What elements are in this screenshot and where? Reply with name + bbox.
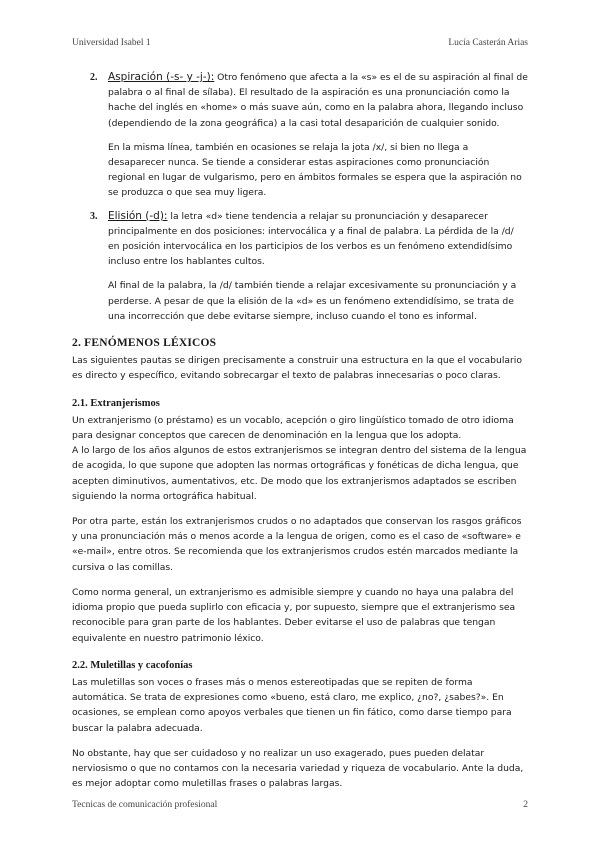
header-institution: Universidad Isabel 1 xyxy=(72,38,151,48)
paragraph: Como norma general, un extranjerismo es admisible siempre y cuando no haya una palabra del idioma propio que pueda suplirlo con eficacia y, por supuesto, siempre que el extranjerismo sea reconocible para gran parte de los hablantes. Deber evitarse el uso de palabras que tengan equivalente en nuestro patrimonio léxico. xyxy=(72,586,516,644)
list-term: Aspiración (-s- y -j-): xyxy=(108,71,215,83)
paragraph: Las muletillas son voces o frases más o menos estereotipadas que se repiten de forma automática. Se trata de expresiones como «bueno, está claro, me explico, ¿no?, ¿sabes?». En ocasiones, se emplean como apoyos verbales que tienen un fin fático, como darse tiempo para buscar la palabra adecuada. xyxy=(72,676,512,734)
list-paragraph: Elisión (-d): la letra «d» tiene tendencia a relajar su pronunciación y desaparecer principalmente en dos posiciones: intervocálica y a final de palabra. La pérdida de la /d/ en posición intervocálica en los participios de los verbos es un fenómeno extendidísimo incluso entre los hablantes cultos. xyxy=(108,209,514,268)
section-intro: Las siguientes pautas se dirigen precisamente a construir una estructura en la que el vocabulario es directo y específico, evitando sobrecargar el texto de palabras innecesarias o poco claras. xyxy=(72,355,522,382)
list-number: 2. xyxy=(90,72,98,83)
list-term: Elisión (-d): xyxy=(108,209,168,222)
paragraph: No obstante, hay que ser cuidadoso y no realizar un uso exagerado, pues pueden delatar nerviosismo o que no contamos con la necesaria variedad y riqueza de vocabulario. Ante la duda, es mejor adoptar como muletillas frases o palabras largas. xyxy=(72,747,524,790)
page-number: 2 xyxy=(523,800,528,810)
list-paragraph: En la misma línea, también en ocasiones se relaja la jota /x/, si bien no llega a desaparecer nunca. Se tiende a considerar estas aspiraciones como pronunciación regional en lugar de vulgarismo, pero en ámbitos formales se espera que la aspiración no se produzca o que sea muy ligera. xyxy=(108,141,522,199)
header-author: Lucía Casterán Arias xyxy=(448,38,528,48)
subsection-title: 2.1. Extranjerismos xyxy=(72,397,160,409)
list-paragraph: Al final de la palabra, la /d/ también tiende a relajar excesivamente su pronunciación y a perderse. A pesar de que la elisión de la «d» es un fenómeno extendidísimo, se trata de una incorrección que debe evitarse siempre, incluso cuando el tono es informal. xyxy=(108,280,517,322)
list-number: 3. xyxy=(90,210,98,222)
list-paragraph: Aspiración (-s- y -j-): Otro fenómeno que afecta a la «s» es el de su aspiración al final de palabra o al final de sílaba). El resultado de la aspiración es una pronunciación como la hache del inglés en «home» o más suave aún, como en la palabra ahora, llegando incluso (dependiendo de la zona geográfica) a la casi total desaparición de cualquier sonido. xyxy=(108,71,528,129)
page-content xyxy=(72,70,528,791)
subsection-title: 2.2. Muletillas y cacofonías xyxy=(72,659,193,671)
footer-course: Tecnicas de comunicación profesional xyxy=(72,800,218,810)
page-header xyxy=(72,38,528,48)
paragraph: A lo largo de los años algunos de estos extranjerismos se integran dentro del sistema de la lengua de acogida, lo que supone que adopten las normas ortográficas y fonéticas de dicha lengua, que acepten diminutivos, aumentativos, etc. De modo que los extranjerismos adaptados se escriben siguiendo la norma ortográfica habitual. xyxy=(72,445,527,502)
section-title: 2. FENÓMENOS LÉXICOS xyxy=(72,337,217,350)
paragraph: Un extranjerismo (o préstamo) es un vocablo, acepción o giro lingüístico tomado de otro idioma para designar conceptos que carecen de denominación en la lengua que los adopta. xyxy=(72,414,514,442)
list-item xyxy=(72,70,528,201)
paragraph: Por otra parte, están los extranjerismos crudos o no adaptados que conservan los rasgos gráficos y una pronunciación más o menos acorde a la lengua de origen, como es el caso de «software» e «e-mail», entre otros. Se recomienda que los extranjerismos crudos estén marcados mediante la cursiva o las comillas. xyxy=(72,516,522,573)
page-footer xyxy=(72,800,528,810)
list-item xyxy=(72,209,528,324)
